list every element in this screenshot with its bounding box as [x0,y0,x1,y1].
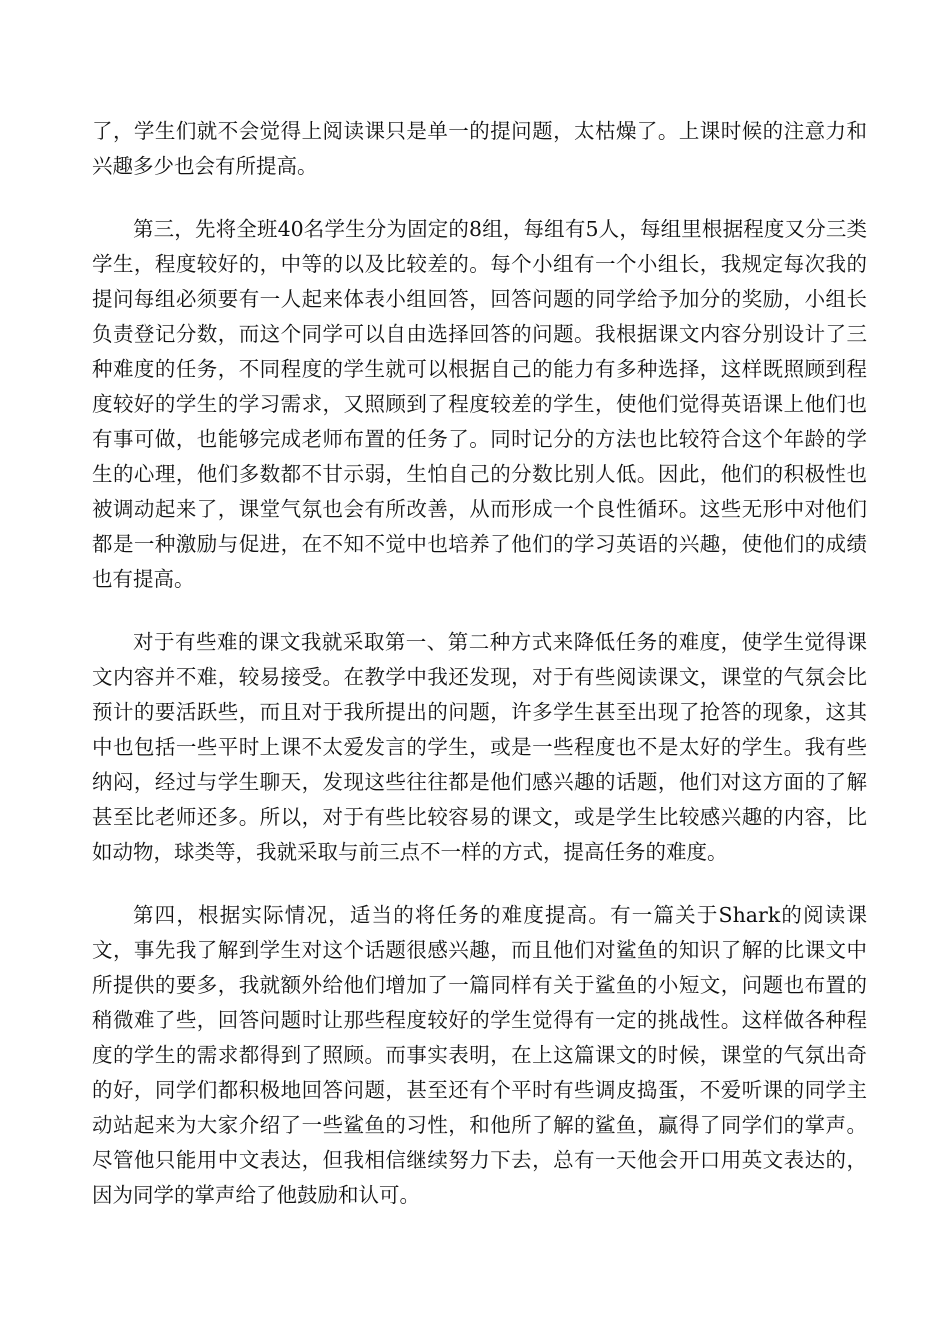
paragraph-fourth-point: 第四，根据实际情况，适当的将任务的难度提高。有一篇关于Shark的阅读课文，事先我了解到学生对这个话题很感兴趣，而且他们对鲨鱼的知识了解的比课文中所提供的要多，我就额外给他们增加了一篇同样有关于鲨鱼的小短文，问题也布置的稍微难了些，回答问题时让那些程度较好的学生觉得有一定的挑战性。这样做各种程度的学生的需求都得到了照顾。而事实表明，在上这篇课文的时候，课堂的气氛出奇的好，同学们都积极地回答问题，甚至还有个平时有些调皮捣蛋，不爱听课的同学主动站起来为大家介绍了一些鲨鱼的习性，和他所了解的鲨鱼，赢得了同学们的掌声。尽管他只能用中文表达，但我相信继续努力下去，总有一天他会开口用英文表达的，因为同学的掌声给了他鼓励和认可。 [92,903,867,1207]
document-page [92,114,867,1241]
paragraph-third-point: 第三，先将全班40名学生分为固定的8组，每组有5人，每组里根据程度又分三类学生，程度较好的，中等的以及比较差的。每个小组有一个小组长，我规定每次我的提问每组必须要有一人起来体表小组回答，回答问题的同学给予加分的奖励，小组长负责登记分数，而这个同学可以自由选择回答的问题。我根据课文内容分别设计了三种难度的任务，不同程度的学生就可以根据自己的能力有多种选择，这样既照顾到程度较好的学生的学习需求，又照顾到了程度较差的学生，使他们觉得英语课上他们也有事可做，也能够完成老师布置的任务了。同时记分的方法也比较符合这个年龄的学生的心理，他们多数都不甘示弱，生怕自己的分数比别人低。因此，他们的积极性也被调动起来了，课堂气氛也会有所改善，从而形成一个良性循环。这些无形中对他们都是一种激励与促进，在不知不觉中也培养了他们的学习英语的兴趣，使他们的成绩也有提高。 [92,217,867,591]
paragraph-continuation: 了，学生们就不会觉得上阅读课只是单一的提问题，太枯燥了。上课时候的注意力和兴趣多少也会有所提高。 [92,119,867,178]
paragraph-difficulty-adjustment: 对于有些难的课文我就采取第一、第二种方式来降低任务的难度，使学生觉得课文内容并不难，较易接受。在教学中我还发现，对于有些阅读课文，课堂的气氛会比预计的要活跃些，而且对于我所提出的问题，许多学生甚至出现了抢答的现象，这其中也包括一些平时上课不太爱发言的学生，或是一些程度也不是太好的学生。我有些纳闷，经过与学生聊天，发现这些往往都是他们感兴趣的话题，他们对这方面的了解甚至比老师还多。所以，对于有些比较容易的课文，或是学生比较感兴趣的内容，比如动物，球类等，我就采取与前三点不一样的方式，提高任务的难度。 [92,630,867,864]
